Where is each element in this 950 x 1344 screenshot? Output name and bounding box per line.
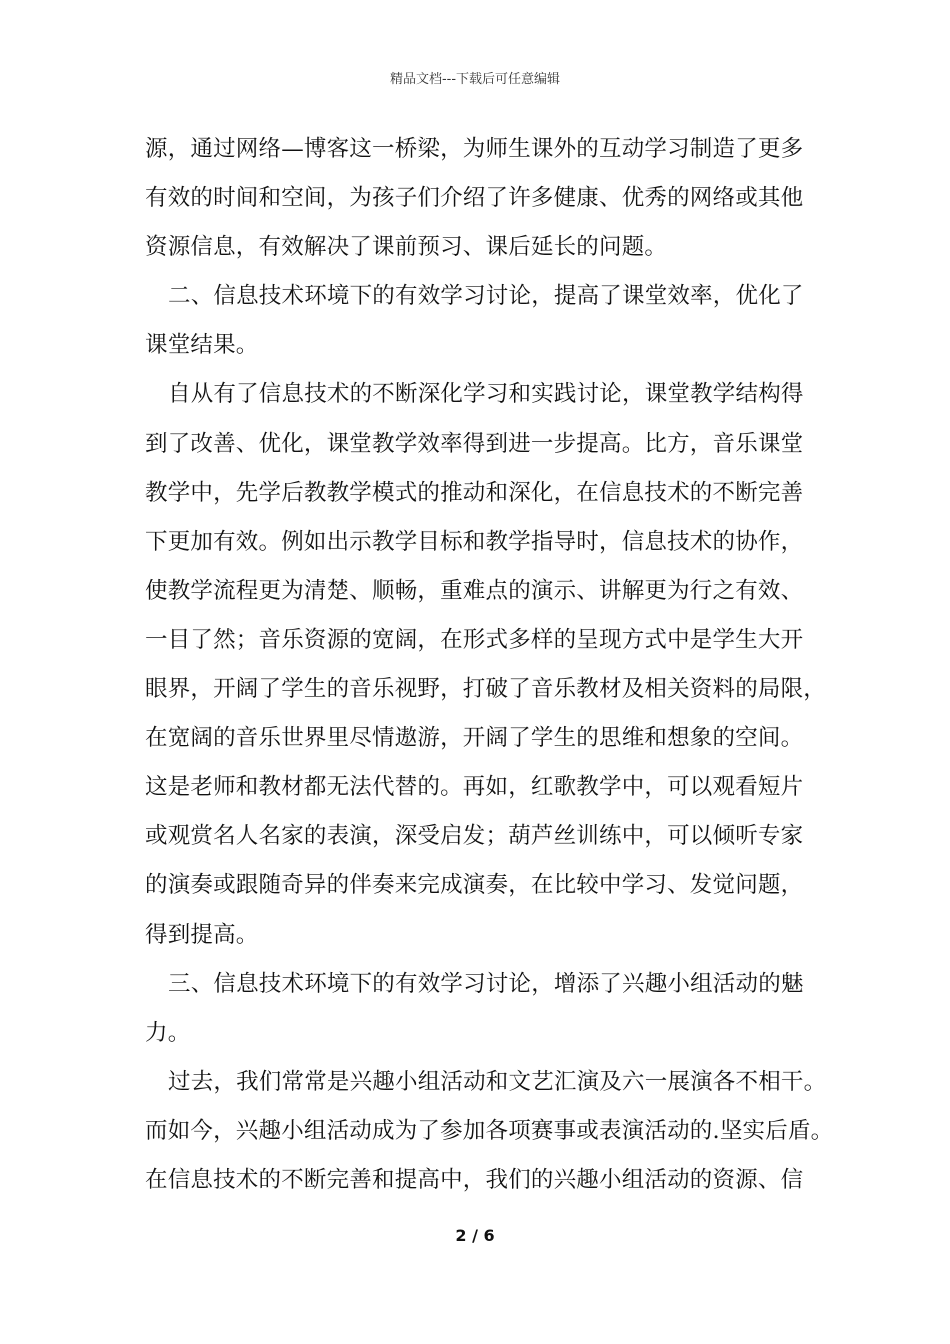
text-line: 一目了然；音乐资源的宽阔，在形式多样的呈现方式中是学生大开 — [145, 626, 804, 653]
text-line: 的演奏或跟随奇异的伴奏来完成演奏，在比较中学习、发觉问题， — [145, 872, 804, 899]
text-line: 有效的时间和空间，为孩子们介绍了许多健康、优秀的网络或其他 — [145, 185, 804, 212]
section-heading-3-cont: 力。 — [145, 1019, 191, 1046]
page-number: 2 / 6 — [455, 1226, 495, 1245]
text-line: 而如今，兴趣小组活动成为了参加各项赛事或表演活动的.坚实后盾。 — [145, 1117, 834, 1144]
text-line: 得到提高。 — [145, 921, 259, 948]
text-line: 到了改善、优化，课堂教学效率得到进一步提高。比方，音乐课堂 — [145, 430, 804, 457]
text-line: 下更加有效。例如出示教学目标和教学指导时，信息技术的协作， — [145, 528, 804, 555]
document-body — [145, 125, 834, 1205]
paragraph-start: 自从有了信息技术的不断深化学习和实践讨论，课堂教学结构得 — [168, 381, 804, 408]
text-line: 在宽阔的音乐世界里尽情遨游，开阔了学生的思维和想象的空间。 — [145, 725, 804, 752]
text-line: 在信息技术的不断完善和提高中，我们的兴趣小组活动的资源、信 — [145, 1166, 804, 1193]
section-heading-3: 三、信息技术环境下的有效学习讨论，增添了兴趣小组活动的魅 — [168, 970, 804, 997]
text-line: 眼界，开阔了学生的音乐视野，打破了音乐教材及相关资料的局限， — [145, 676, 827, 703]
text-line: 这是老师和教材都无法代替的。再如，红歌教学中，可以观看短片 — [145, 774, 804, 801]
paragraph-start: 过去，我们常常是兴趣小组活动和文艺汇演及六一展演各不相干。 — [168, 1068, 827, 1095]
text-line: 教学中，先学后教教学模式的推动和深化，在信息技术的不断完善 — [145, 479, 804, 506]
text-line: 源，通过网络—博客这一桥梁，为师生课外的互动学习制造了更多 — [145, 136, 804, 162]
section-heading-2-cont: 课堂结果。 — [145, 332, 259, 359]
section-heading-2: 二、信息技术环境下的有效学习讨论，提高了课堂效率，优化了 — [168, 283, 804, 310]
page-header: 精品文档---下载后可任意编辑 — [389, 72, 561, 87]
text-line: 或观赏名人名家的表演，深受启发；葫芦丝训练中，可以倾听专家 — [145, 823, 804, 850]
text-line: 资源信息，有效解决了课前预习、课后延长的问题。 — [145, 234, 668, 261]
text-line: 使教学流程更为清楚、顺畅，重难点的演示、讲解更为行之有效、 — [145, 577, 804, 604]
